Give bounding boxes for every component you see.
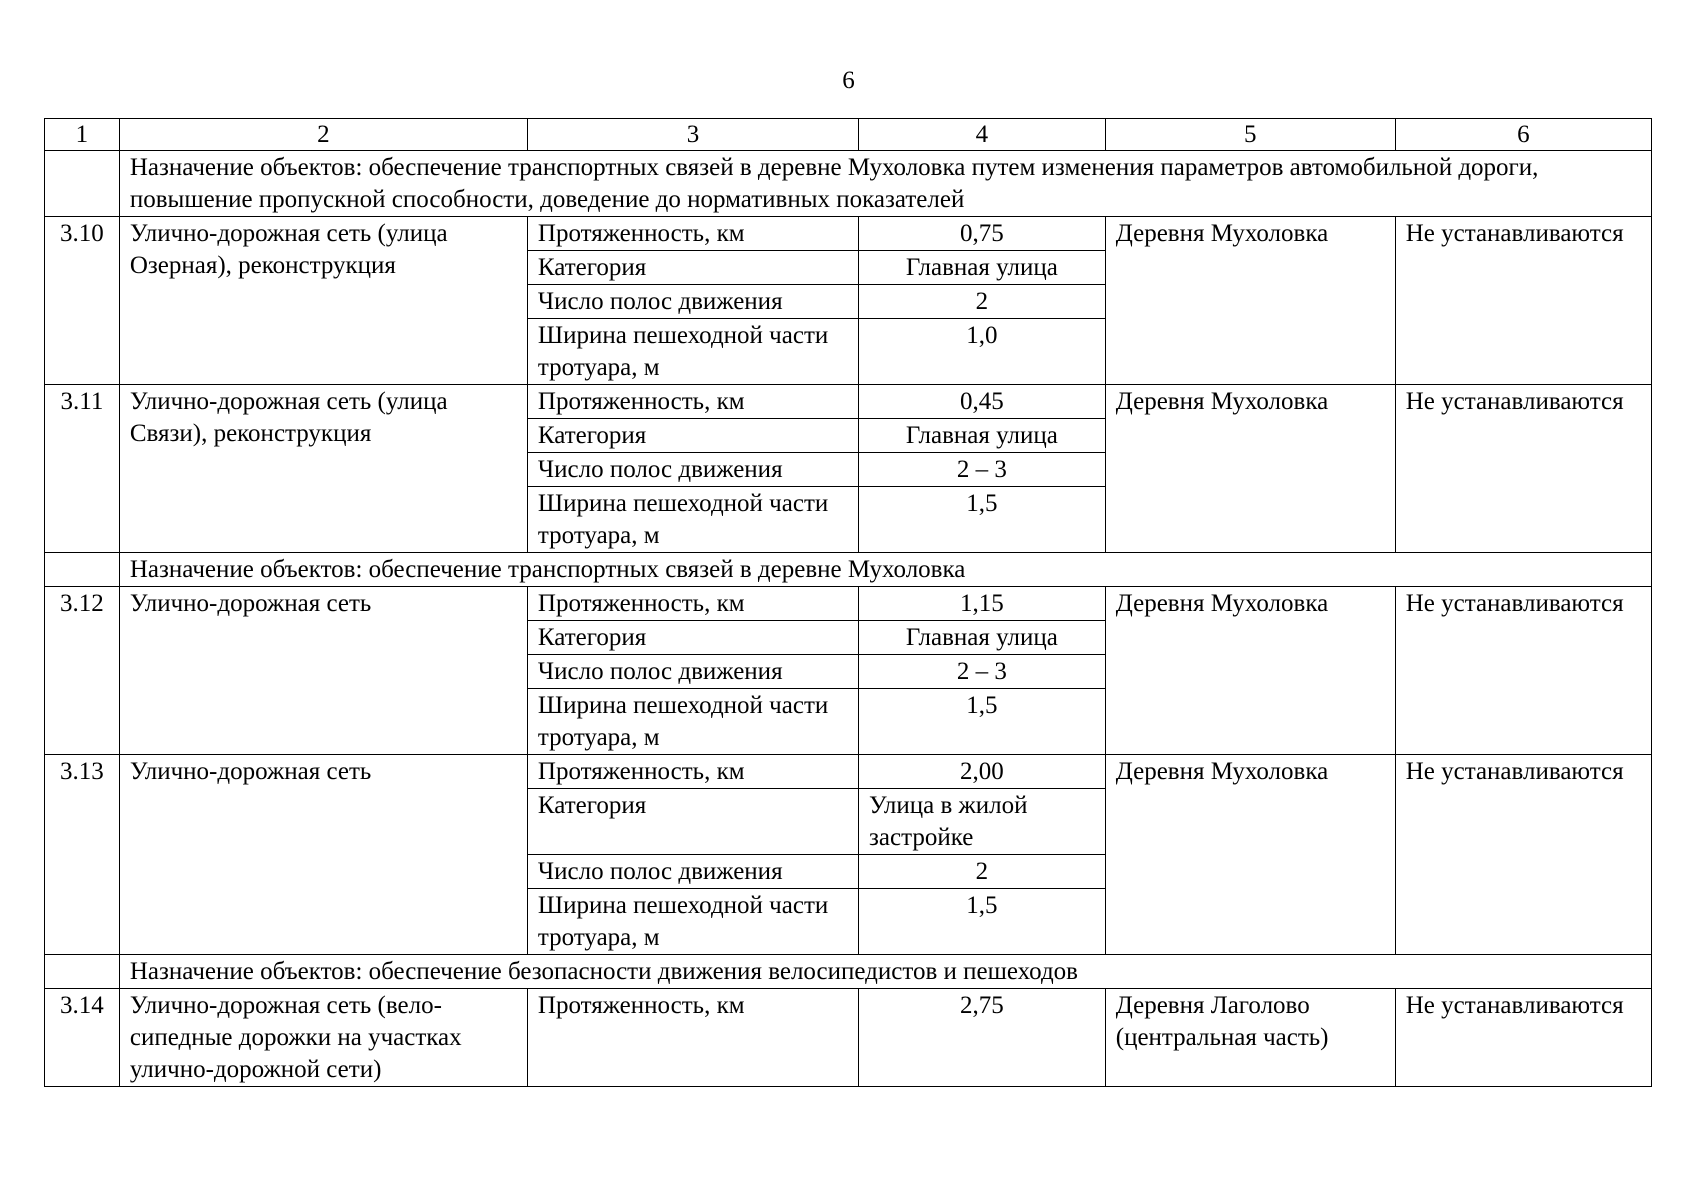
header-cell: 2	[119, 119, 527, 151]
item-row	[45, 587, 1652, 621]
item-number: 3.12	[45, 587, 120, 755]
param-label: Категория	[527, 419, 858, 453]
param-value: 2 – 3	[859, 655, 1106, 689]
page-number: 6	[842, 67, 855, 94]
param-value: 2	[859, 855, 1106, 889]
item-number: 3.14	[45, 989, 120, 1087]
param-label: Протяженность, км	[527, 587, 858, 621]
param-value: 2,00	[859, 755, 1106, 789]
item-name: Улично-дорожная сеть	[119, 587, 527, 755]
param-label: Ширина пешеходной части тротуара, м	[527, 487, 858, 553]
header-row	[45, 119, 1652, 151]
param-value: 0,45	[859, 385, 1106, 419]
param-label: Протяженность, км	[527, 217, 858, 251]
param-value: 1,5	[859, 889, 1106, 955]
header-cell: 5	[1105, 119, 1395, 151]
item-location: Деревня Мухоловка	[1105, 587, 1395, 755]
param-label: Категория	[527, 251, 858, 285]
objects-table	[44, 118, 1652, 1087]
param-label: Протяженность, км	[527, 755, 858, 789]
param-label: Число полос движения	[527, 453, 858, 487]
item-name: Улично-дорожная сеть	[119, 755, 527, 955]
group-number-cell	[45, 151, 120, 217]
param-value: 1,0	[859, 319, 1106, 385]
param-label: Ширина пешеходной части тротуара, м	[527, 319, 858, 385]
item-number: 3.13	[45, 755, 120, 955]
group-number-cell	[45, 955, 120, 989]
param-value: Главная улица	[859, 419, 1106, 453]
param-label: Протяженность, км	[527, 989, 858, 1087]
param-label: Ширина пешеходной части тротуара, м	[527, 889, 858, 955]
param-value: 0,75	[859, 217, 1106, 251]
param-value: Улица в жилой застройке	[859, 789, 1106, 855]
item-zones: Не устанавливаются	[1395, 385, 1651, 553]
item-location: Деревня Мухоловка	[1105, 755, 1395, 955]
header-cell: 3	[527, 119, 858, 151]
param-value: Главная улица	[859, 621, 1106, 655]
item-number: 3.11	[45, 385, 120, 553]
item-name: Улично-дорожная сеть (улица Озерная), реконструкция	[119, 217, 527, 385]
param-value: 1,15	[859, 587, 1106, 621]
item-name: Улично-дорожная сеть (улица Связи), реконструкция	[119, 385, 527, 553]
item-row	[45, 385, 1652, 419]
header-cell: 4	[859, 119, 1106, 151]
item-number: 3.10	[45, 217, 120, 385]
param-label: Число полос движения	[527, 855, 858, 889]
group-row	[45, 553, 1652, 587]
item-name: Улично-дорожная сеть (вело-сипедные дорожки на участках улично-дорожной сети)	[119, 989, 527, 1087]
item-row	[45, 989, 1652, 1087]
group-row	[45, 955, 1652, 989]
param-value: 2	[859, 285, 1106, 319]
item-zones: Не устанавливаются	[1395, 989, 1651, 1087]
param-label: Ширина пешеходной части тротуара, м	[527, 689, 858, 755]
group-purpose: Назначение объектов: обеспечение транспортных связей в деревне Мухоловка путем изменения параметров автомобильной дороги, повышение пропускной способности, доведение до нормативных показателей	[119, 151, 1651, 217]
header-cell: 1	[45, 119, 120, 151]
item-row	[45, 217, 1652, 251]
group-purpose: Назначение объектов: обеспечение безопасности движения велосипедистов и пешеходов	[119, 955, 1651, 989]
param-label: Протяженность, км	[527, 385, 858, 419]
header-cell: 6	[1395, 119, 1651, 151]
group-number-cell	[45, 553, 120, 587]
item-zones: Не устанавливаются	[1395, 217, 1651, 385]
param-value: Главная улица	[859, 251, 1106, 285]
param-label: Категория	[527, 789, 858, 855]
param-value: 2,75	[859, 989, 1106, 1087]
group-purpose: Назначение объектов: обеспечение транспортных связей в деревне Мухоловка	[119, 553, 1651, 587]
item-location: Деревня Мухоловка	[1105, 217, 1395, 385]
param-value: 1,5	[859, 487, 1106, 553]
param-label: Категория	[527, 621, 858, 655]
item-zones: Не устанавливаются	[1395, 755, 1651, 955]
item-location: Деревня Мухоловка	[1105, 385, 1395, 553]
item-location: Деревня Лаголово (центральная часть)	[1105, 989, 1395, 1087]
param-value: 1,5	[859, 689, 1106, 755]
group-row	[45, 151, 1652, 217]
param-label: Число полос движения	[527, 655, 858, 689]
param-value: 2 – 3	[859, 453, 1106, 487]
item-row	[45, 755, 1652, 789]
objects-table-body	[45, 119, 1652, 1087]
item-zones: Не устанавливаются	[1395, 587, 1651, 755]
param-label: Число полос движения	[527, 285, 858, 319]
